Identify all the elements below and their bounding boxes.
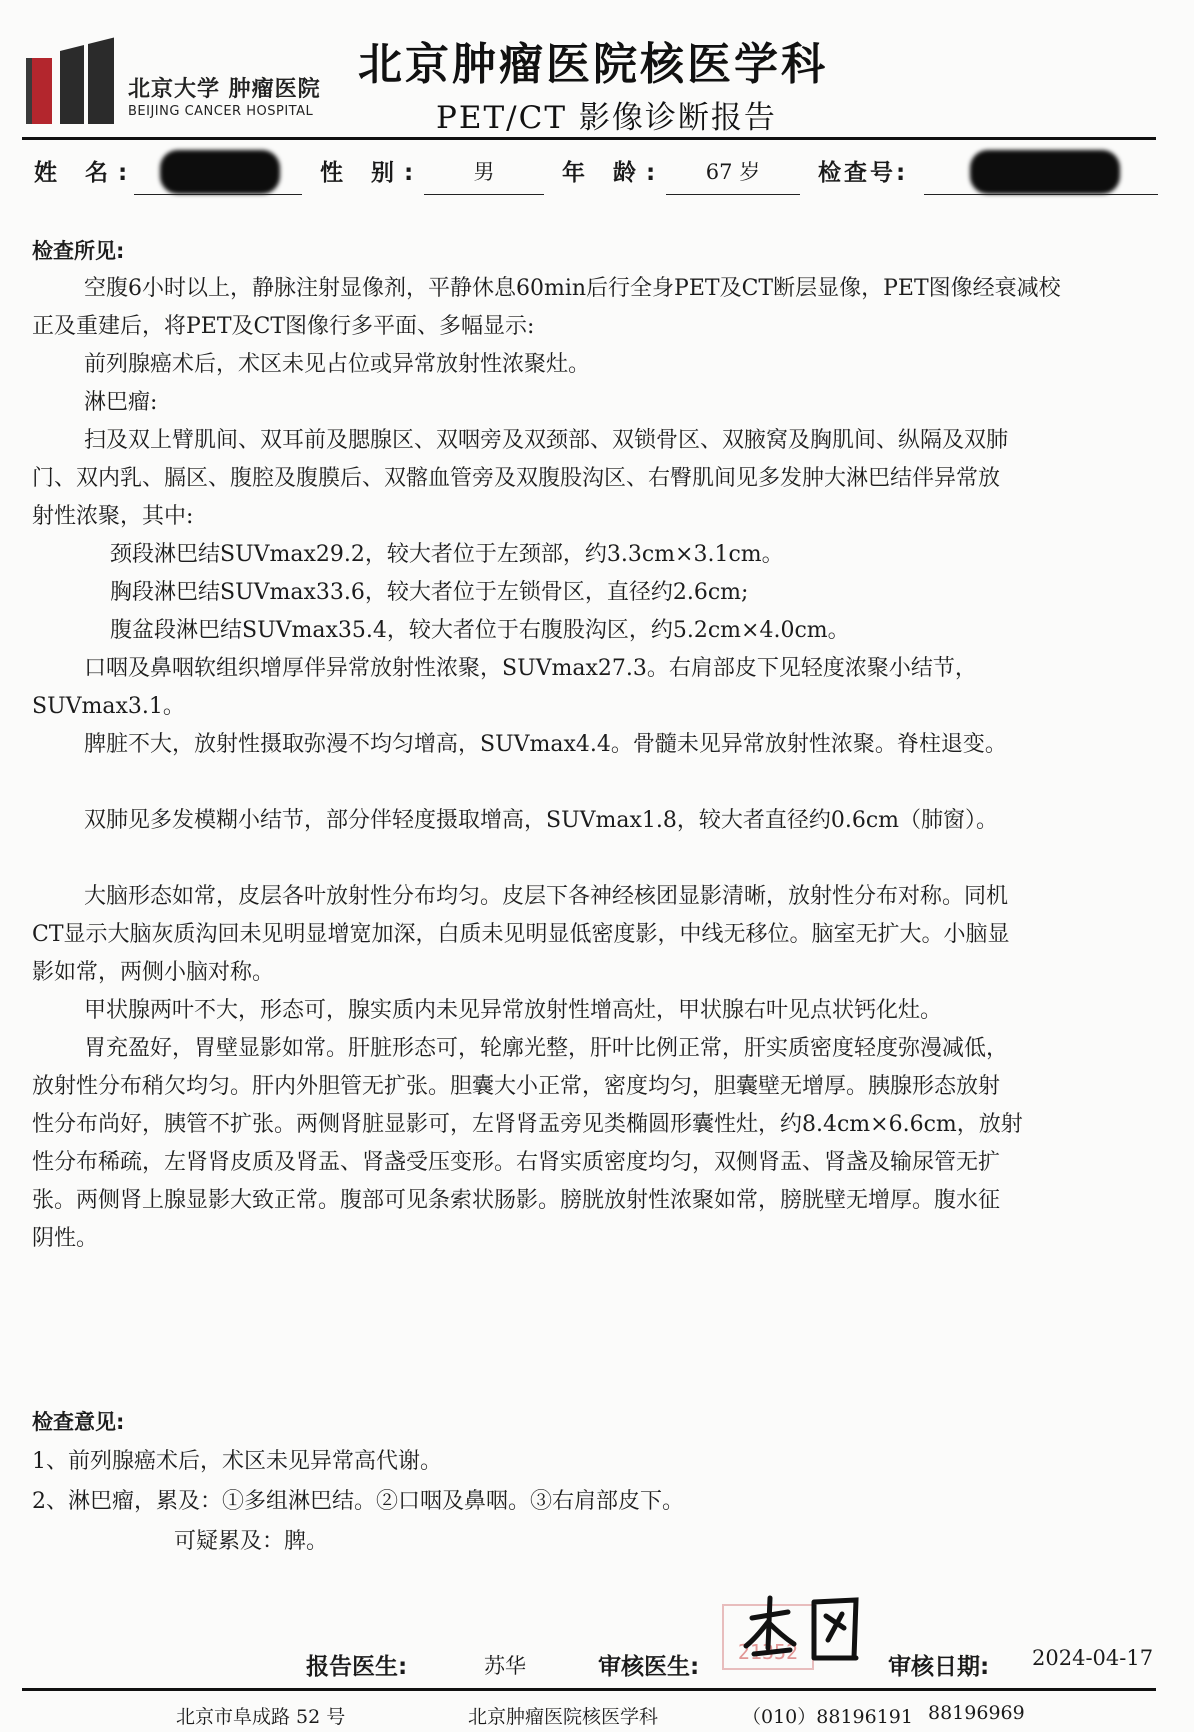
findings-neck-nodes: 颈段淋巴结SUVmax29.2，较大者位于左颈部，约3.3cm×3.1cm。	[110, 542, 784, 567]
spacer	[32, 840, 1162, 878]
findings-heading: 检查所见:	[32, 239, 125, 263]
findings-lung: 双肺见多发模糊小结节，部分伴轻度摄取增高，SUVmax1.8，较大者直径约0.6cm（肺窗）。	[84, 808, 999, 833]
findings-section	[32, 232, 1162, 1258]
findings-abdomen-cont: 性分布尚好，胰管不扩张。两侧肾脏显影可，左肾肾盂旁见类椭圆形囊性灶，约8.4cm×6.6cm，放射	[32, 1112, 1023, 1137]
exam-number-underline	[924, 194, 1158, 195]
findings-abdomen-cont: 张。两侧肾上腺显影大致正常。腹部可见条索状肠影。膀胱放射性浓聚如常，膀胱壁无增厚。腹水征	[32, 1188, 1001, 1213]
hospital-title: 北京肿瘤医院核医学科	[358, 39, 828, 90]
hospital-logo	[26, 30, 118, 126]
findings-abdomen-cont: 性分布稀疏，左肾肾皮质及肾盂、肾盏受压变形。右肾实质密度均匀，双侧肾盂、肾盏及输尿管无扩	[32, 1150, 1001, 1175]
reporter-name: 苏华	[484, 1654, 526, 1678]
age-label: 年 龄:	[562, 160, 666, 186]
findings-intro: 空腹6小时以上，静脉注射显像剂，平静休息60min后行全身PET及CT断层显像，PET图像经衰减校	[84, 276, 1061, 301]
logo-english-text: BEIJING CANCER HOSPITAL	[128, 104, 314, 119]
findings-spleen: 脾脏不大，放射性摄取弥漫不均匀增高，SUVmax4.4。骨髓未见异常放射性浓聚。脊柱退变。	[84, 732, 1007, 757]
findings-lymph-line: 射性浓聚，其中:	[32, 504, 194, 529]
reviewer-label: 审核医生:	[598, 1654, 700, 1680]
footer-phone-2: 88196969	[928, 1702, 1025, 1724]
findings-abdomen-cont: 阴性。	[32, 1226, 99, 1251]
name-redaction	[160, 150, 280, 194]
impression-heading: 检查意见:	[32, 1410, 125, 1434]
sex-value: 男	[473, 160, 495, 184]
impression-section	[32, 1402, 1162, 1562]
footer-divider	[22, 1688, 1156, 1691]
footer-department: 北京肿瘤医院核医学科	[468, 1706, 659, 1728]
header-divider	[22, 137, 1156, 140]
sex-underline	[424, 194, 544, 195]
findings-lymph-line: 门、双内乳、膈区、腹腔及腹膜后、双髂血管旁及双腹股沟区、右臀肌间见多发肿大淋巴结伴异常放	[32, 466, 1001, 491]
reviewer-signature	[738, 1588, 868, 1668]
findings-abdomen-cont: 放射性分布稍欠均匀。肝内外胆管无扩张。胆囊大小正常，密度均匀，胆囊壁无增厚。胰腺形态放射	[32, 1074, 1001, 1099]
footer-phone-1: （010）88196191	[742, 1706, 913, 1728]
findings-abdominal-nodes: 腹盆段淋巴结SUVmax35.4，较大者位于右腹股沟区，约5.2cm×4.0cm。	[110, 618, 850, 643]
findings-lymphoma-heading: 淋巴瘤:	[84, 390, 158, 415]
findings-brain: 大脑形态如常，皮层各叶放射性分布均匀。皮层下各神经核团显影清晰，放射性分布对称。同机	[84, 884, 1009, 909]
findings-abdomen: 胃充盈好，胃壁显影如常。肝脏形态可，轮廓光整，肝叶比例正常，肝实质密度轻度弥漫减低，	[84, 1036, 1009, 1061]
age-underline	[666, 194, 800, 195]
findings-prostate: 前列腺癌术后，术区未见占位或异常放射性浓聚灶。	[84, 352, 591, 377]
name-label: 姓 名:	[34, 160, 138, 186]
findings-brain-cont: 影如常，两侧小脑对称。	[32, 960, 275, 985]
age-value: 67 岁	[705, 160, 761, 184]
findings-intro-cont: 正及重建后，将PET及CT图像行多平面、多幅显示:	[32, 314, 535, 339]
impression-item-2: 2、淋巴瘤，累及：①多组淋巴结。②口咽及鼻咽。③右肩部皮下。	[32, 1489, 684, 1514]
findings-thyroid: 甲状腺两叶不大，形态可，腺实质内未见异常放射性增高灶，甲状腺右叶见点状钙化灶。	[84, 998, 943, 1023]
name-underline	[134, 194, 302, 195]
exam-number-label: 检查号:	[818, 160, 909, 186]
findings-oropharynx-cont: SUVmax3.1。	[32, 694, 185, 719]
report-title: PET/CT 影像诊断报告	[436, 100, 777, 136]
logo-chinese-text: 北京大学 肿瘤医院	[128, 77, 321, 102]
review-date: 2024-04-17	[1032, 1646, 1154, 1670]
reporter-label: 报告医生:	[306, 1654, 408, 1680]
findings-lymph-line: 扫及双上臂肌间、双耳前及腮腺区、双咽旁及双颈部、双锁骨区、双腋窝及胸肌间、纵隔及双肺	[84, 428, 1009, 453]
findings-oropharynx: 口咽及鼻咽软组织增厚伴异常放射性浓聚，SUVmax27.3。右肩部皮下见轻度浓聚小结节，	[84, 656, 977, 681]
exam-number-redaction	[970, 150, 1120, 194]
reviewer-stamp: 21352	[722, 1604, 814, 1670]
impression-item-1: 1、前列腺癌术后，术区未见异常高代谢。	[32, 1449, 442, 1474]
review-date-label: 审核日期:	[888, 1654, 990, 1680]
impression-item-3: 可疑累及：脾。	[174, 1529, 329, 1554]
sex-label: 性 别:	[320, 160, 424, 186]
spacer	[32, 764, 1162, 802]
findings-brain-cont: CT显示大脑灰质沟回未见明显增宽加深，白质未见明显低密度影，中线无移位。脑室无扩大。小脑显	[32, 922, 1010, 947]
footer-address: 北京市阜成路 52 号	[176, 1706, 346, 1728]
findings-chest-nodes: 胸段淋巴结SUVmax33.6，较大者位于左锁骨区，直径约2.6cm;	[110, 580, 749, 605]
